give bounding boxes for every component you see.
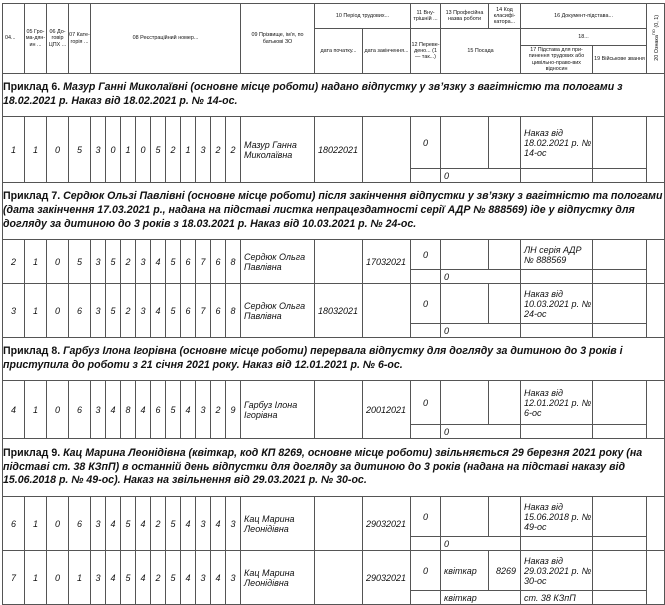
header-col-04: 04... [3,4,25,74]
cell-termination-basis [521,324,593,338]
reg-digit: 4 [106,497,121,551]
cell-start-date: 18032021 [315,284,363,338]
header-col-10: 10 Період трудових... [315,4,411,29]
cell-classifier-code [489,284,521,324]
cell-extra [593,591,647,605]
cell-name: Сердюк Ольга Павлівна [241,284,315,338]
reg-digit: 3 [136,284,151,338]
reg-digit: 3 [196,551,211,605]
cell-document-basis: Наказ від 29.03.2021 р. № 30-ос [521,551,593,591]
cell-classifier-code [489,117,521,169]
cell-extra [593,425,647,439]
cell-internal: 0 [411,240,441,270]
cell-citizen: 1 [25,284,47,338]
reg-digit: 6 [151,381,166,439]
reg-digit: 4 [151,284,166,338]
cell-position: 0 [441,270,521,284]
cell-classifier-code [489,240,521,270]
header-col-07: 07 Кате-горія ... [69,4,91,74]
cell-military-rank [593,551,647,591]
cell-contract: 0 [47,551,69,605]
reg-digit: 4 [136,497,151,551]
table-row [3,497,665,537]
cell-end-date [363,117,411,183]
cell-category: 6 [69,497,91,551]
example-description: Сердюк Ользі Павлівні (основне місце роботи) після закінчення відпустки у зв’язку з вагітністю та пологами (дата закінчення 17.03.2021 р., надана на підставі листка непрацездатності серії АДР № 888569) іде у відпустку для догляду за дитиною до 3 років з 18.03.2021 р. Наказ від 10.03.2021 р. № 24-ос. [3,190,663,230]
cell-extra [593,169,647,183]
header-col-17: 17 Підстава для при-пинення трудових або цивільно-право-вих відносин [521,46,593,74]
cell-start-date [315,240,363,284]
example-text [3,338,665,381]
reg-digit: 2 [121,240,136,284]
reg-digit: 3 [136,240,151,284]
cell-start-date [315,551,363,605]
cell-termination-basis: ст. 38 КЗпП [521,591,593,605]
row-number: 4 [3,381,25,439]
reg-digit: 6 [181,284,196,338]
cell-classifier-code [489,497,521,537]
table-row [3,240,665,270]
cell-document-basis: ЛН серія АДР № 888569 [521,240,593,270]
reg-digit: 3 [91,497,106,551]
header-col-05: 05 Гро-ма-дян-ин ... [25,4,47,74]
cell-flag [647,284,665,338]
cell-termination-basis [521,270,593,284]
cell-category: 1 [69,551,91,605]
table-row [3,551,665,591]
reg-digit: 5 [121,551,136,605]
row-number: 3 [3,284,25,338]
reg-digit: 4 [211,497,226,551]
cell-position: квіткар [441,591,521,605]
cell-extra [593,324,647,338]
reg-digit: 2 [226,117,241,183]
header-col-10-end: дата закінчення... [363,29,411,74]
reg-digit: 2 [151,551,166,605]
reg-digit: 4 [136,381,151,439]
cell-military-rank [593,240,647,270]
header-col-14: 14 Код класифі-катора... [489,4,521,29]
reg-digit: 2 [121,284,136,338]
cell-contract: 0 [47,117,69,183]
cell-document-basis: Наказ від 12.01.2021 р. № 6-ос [521,381,593,425]
reg-digit: 3 [91,284,106,338]
reg-digit: 4 [106,551,121,605]
header-col-06: 06 До-говір ЦПХ ... [47,4,69,74]
header-col-11: 11 Вну-трішній ... [411,4,441,29]
reg-digit: 1 [181,117,196,183]
header-col-15: 15 Посада [441,29,521,74]
cell-military-rank [593,284,647,324]
cell-internal: 0 [411,381,441,425]
reg-digit: 5 [121,497,136,551]
reg-digit: 6 [211,240,226,284]
cell-end-date: 20012021 [363,381,411,439]
cell-start-date: 18022021 [315,117,363,183]
reg-digit: 4 [151,240,166,284]
reg-digit: 3 [91,240,106,284]
header-col-08: 08 Реєстраційний номер... [91,4,241,74]
cell-contract: 0 [47,381,69,439]
reg-digit: 2 [166,117,181,183]
cell-transferred [411,324,441,338]
cell-start-date [315,381,363,439]
reg-digit: 5 [166,497,181,551]
cell-citizen: 1 [25,497,47,551]
reg-digit: 3 [91,381,106,439]
header-col-20: 20 Ознака$^{ПО}$ (0, 1) [647,4,665,74]
example-text [3,74,665,117]
cell-citizen: 1 [25,240,47,284]
example-label: Приклад 7. [3,190,61,203]
cell-citizen: 1 [25,551,47,605]
example-description: Гарбуз Ілона Ігорівна (основне місце роботи) перервала відпустку для догляду за дитиною до 3 років і приступила до роботи з 21 січня 2021 року. Наказ від 12.01.2021 р. № 6-ос. [3,345,623,371]
reg-digit: 4 [181,497,196,551]
cell-internal: 0 [411,117,441,169]
cell-end-date: 17032021 [363,240,411,284]
cell-position: 0 [441,324,521,338]
reg-digit: 7 [196,284,211,338]
row-number: 2 [3,240,25,284]
reg-digit: 2 [211,381,226,439]
reg-digit: 4 [181,551,196,605]
example-heading [3,439,665,497]
reg-digit: 1 [121,117,136,183]
cell-profession: квіткар [441,551,489,591]
report-table [2,3,665,605]
cell-document-basis: Наказ від 10.03.2021 р. № 24-ос [521,284,593,324]
reg-digit: 2 [211,117,226,183]
cell-position: 0 [441,425,521,439]
cell-flag [647,240,665,284]
cell-position: 0 [441,169,521,183]
reg-digit: 9 [226,381,241,439]
cell-end-date [363,284,411,338]
example-label: Приклад 6. [3,81,61,94]
reg-digit: 8 [226,284,241,338]
reg-digit: 8 [226,240,241,284]
reg-digit: 5 [151,117,166,183]
reg-digit: 3 [226,551,241,605]
cell-transferred [411,591,441,605]
reg-digit: 4 [181,381,196,439]
reg-digit: 5 [106,240,121,284]
header-col-09: 09 Прізвище, ім'я, по батькові ЗО [241,4,315,74]
cell-end-date: 29032021 [363,497,411,551]
row-number: 7 [3,551,25,605]
cell-profession [441,240,489,270]
reg-digit: 3 [196,497,211,551]
example-description: Мазур Ганні Миколаївні (основне місце роботи) надано відпустку у зв’язку з вагітністю та пологами з 18.02.2021 р. Наказ від 18.02.2021 р. № 14-ос. [3,81,623,107]
table-row [3,381,665,425]
reg-digit: 5 [166,240,181,284]
cell-extra [593,270,647,284]
header-col-19: 19 Військове звання [593,46,647,74]
row-number: 1 [3,117,25,183]
cell-transferred [411,169,441,183]
cell-flag [647,551,665,605]
cell-name: Мазур Ганна Миколаївна [241,117,315,183]
example-label: Приклад 9. [3,446,61,459]
reg-digit: 5 [106,284,121,338]
reg-digit: 3 [196,381,211,439]
example-text [3,439,665,497]
reg-digit: 0 [136,117,151,183]
cell-termination-basis [521,425,593,439]
table-row [3,117,665,169]
cell-profession [441,497,489,537]
header-col-18: 18... [521,29,647,46]
reg-digit: 5 [166,284,181,338]
reg-digit: 3 [196,117,211,183]
table-header [3,4,665,74]
cell-termination-basis [521,169,593,183]
cell-contract: 0 [47,240,69,284]
reg-digit: 4 [136,551,151,605]
cell-military-rank [593,117,647,169]
example-heading [3,74,665,117]
reg-digit: 8 [121,381,136,439]
cell-name: Кац Марина Леонідівна [241,551,315,605]
cell-internal: 0 [411,497,441,537]
cell-military-rank [593,497,647,537]
cell-internal: 0 [411,284,441,324]
cell-profession [441,381,489,425]
cell-category: 5 [69,117,91,183]
cell-flag [647,497,665,551]
reg-digit: 3 [91,551,106,605]
example-text [3,183,665,240]
example-description: Кац Марина Леонідівна (квіткар, код КП 8269, основне місце роботи) звільняється 29 березня 2021 року (на підставі ст. 38 КЗпП) в останній день відпустки для догляду за дитиною до 3 років (надана на підставі наказу від 15.06.2018 р. № 49-ос). Наказ на звільнення від 29.03.2021 р. № 30-ос. [3,446,643,487]
reg-digit: 5 [166,381,181,439]
cell-citizen: 1 [25,117,47,183]
cell-citizen: 1 [25,381,47,439]
reg-digit: 0 [106,117,121,183]
table-row [3,284,665,324]
reg-digit: 7 [196,240,211,284]
cell-transferred [411,537,441,551]
cell-name: Сердюк Ольга Павлівна [241,240,315,284]
cell-transferred [411,270,441,284]
cell-internal: 0 [411,551,441,591]
cell-category: 6 [69,284,91,338]
cell-termination-basis [521,537,593,551]
cell-classifier-code [489,381,521,425]
table-body [3,74,665,605]
example-label: Приклад 8. [3,345,61,358]
reg-digit: 3 [226,497,241,551]
cell-document-basis: Наказ від 18.02.2021 р. № 14-ос [521,117,593,169]
reg-digit: 5 [166,551,181,605]
cell-contract: 0 [47,284,69,338]
cell-position: 0 [441,537,521,551]
cell-name: Гарбуз Ілона Ігорівна [241,381,315,439]
cell-contract: 0 [47,497,69,551]
reg-digit: 6 [211,284,226,338]
cell-profession [441,117,489,169]
row-number: 6 [3,497,25,551]
cell-flag [647,117,665,183]
example-heading [3,183,665,240]
cell-category: 6 [69,381,91,439]
cell-start-date [315,497,363,551]
header-col-16: 16 Документ-підстава... [521,4,647,29]
reg-digit: 2 [151,497,166,551]
cell-classifier-code: 8269 [489,551,521,591]
cell-document-basis: Наказ від 15.06.2018 р. № 49-ос [521,497,593,537]
cell-end-date: 29032021 [363,551,411,605]
cell-category: 5 [69,240,91,284]
cell-transferred [411,425,441,439]
cell-name: Кац Марина Леонідівна [241,497,315,551]
reg-digit: 4 [211,551,226,605]
cell-military-rank [593,381,647,425]
cell-profession [441,284,489,324]
reg-digit: 4 [106,381,121,439]
header-col-12: 12 Переве-дено... (1 — так...) [411,29,441,74]
cell-flag [647,381,665,439]
cell-extra [593,537,647,551]
reg-digit: 6 [181,240,196,284]
header-col-10-start: дата початку... [315,29,363,74]
header-col-13: 13 Професійна назва роботи [441,4,489,29]
reg-digit: 3 [91,117,106,183]
example-heading [3,338,665,381]
